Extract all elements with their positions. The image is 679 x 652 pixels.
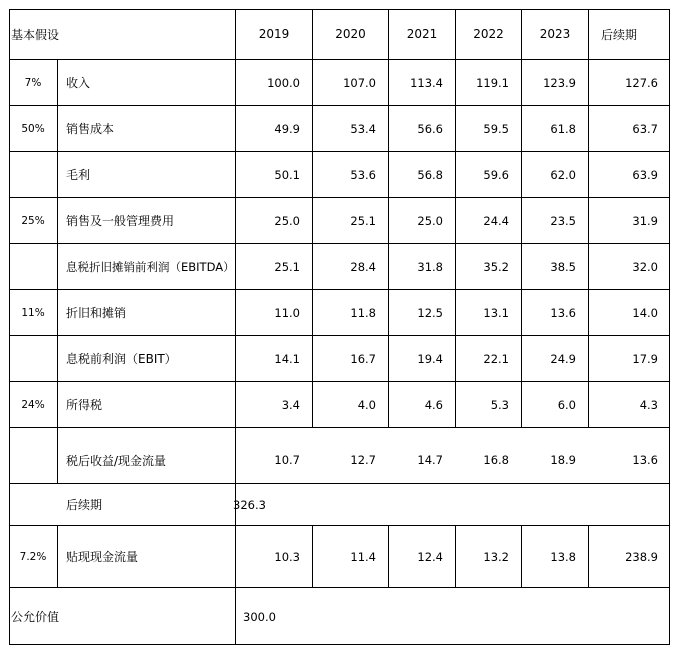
row-label: 税后收益/现金流量 — [66, 454, 167, 468]
row-value: 4.3 — [639, 397, 658, 412]
row-value: 10.7 — [274, 453, 300, 467]
row-value: 11.8 — [350, 305, 376, 320]
discount-value: 12.4 — [417, 549, 443, 564]
row-label: 所得税 — [66, 398, 103, 412]
row-rate — [9, 428, 57, 483]
row-value: 5.3 — [490, 397, 509, 412]
row-value: 63.9 — [632, 167, 658, 182]
row-value: 25.1 — [274, 259, 300, 274]
row-label: 收入 — [66, 76, 91, 90]
row-value: 4.6 — [424, 397, 443, 412]
row-value: 35.2 — [483, 259, 509, 274]
row-value: 31.9 — [632, 213, 658, 228]
row-value: 49.9 — [274, 121, 300, 136]
row-value: 22.1 — [483, 351, 509, 366]
discount-value: 238.9 — [625, 549, 658, 564]
row-rate — [9, 244, 57, 289]
row-value: 123.9 — [543, 75, 576, 90]
row-rate — [9, 152, 57, 197]
row-label: 折旧和摊销 — [66, 306, 127, 320]
row-value: 16.7 — [350, 351, 376, 366]
row-value: 14.7 — [417, 453, 443, 467]
row-rate: 7% — [24, 76, 42, 89]
row-value: 113.4 — [410, 75, 443, 90]
terminal-label: 后续期 — [66, 498, 103, 512]
row-value: 28.4 — [350, 259, 376, 274]
row-value: 25.1 — [350, 213, 376, 228]
row-value: 63.7 — [632, 121, 658, 136]
header-year-2021: 2021 — [406, 27, 438, 41]
row-value: 53.6 — [350, 167, 376, 182]
row-value: 62.0 — [550, 167, 576, 182]
row-value: 59.5 — [483, 121, 509, 136]
header-year-2022: 2022 — [473, 27, 504, 41]
row-value: 19.4 — [417, 351, 443, 366]
row-value: 3.4 — [281, 397, 300, 412]
row-value: 107.0 — [343, 75, 376, 90]
header-year-2019: 2019 — [258, 27, 290, 41]
row-value: 56.8 — [417, 167, 443, 182]
row-value: 16.8 — [483, 453, 509, 467]
row-rate: 50% — [21, 122, 45, 135]
row-value: 14.1 — [274, 351, 300, 366]
row-label: 息税折旧摊销前利润（EBITDA） — [66, 259, 235, 274]
row-value: 12.5 — [417, 305, 443, 320]
row-value: 127.6 — [625, 75, 658, 90]
discount-value: 13.8 — [550, 549, 576, 564]
row-value: 59.6 — [483, 167, 509, 182]
row-value: 32.0 — [632, 259, 658, 274]
header-terminal-period: 后续期 — [601, 27, 638, 42]
row-value: 119.1 — [476, 75, 509, 90]
row-value: 61.8 — [550, 121, 576, 136]
row-rate — [9, 336, 57, 381]
row-value: 50.1 — [274, 167, 300, 182]
row-value: 6.0 — [557, 397, 576, 412]
row-value: 23.5 — [550, 213, 576, 228]
header-year-2023: 2023 — [539, 27, 571, 41]
row-value: 100.0 — [267, 75, 300, 90]
row-value: 25.0 — [274, 213, 300, 228]
row-value: 24.9 — [550, 351, 576, 366]
discount-value: 11.4 — [350, 549, 376, 564]
row-value: 53.4 — [350, 121, 376, 136]
row-value: 56.6 — [417, 121, 443, 136]
row-rate: 25% — [21, 214, 45, 227]
row-value: 13.1 — [483, 305, 509, 320]
row-rate: 24% — [21, 398, 45, 411]
discount-label: 贴现现金流量 — [66, 550, 139, 564]
row-value: 31.8 — [417, 259, 443, 274]
row-value: 17.9 — [632, 351, 658, 366]
row-label: 息税前利润（EBIT） — [66, 352, 177, 366]
row-value: 13.6 — [632, 453, 658, 467]
row-label: 销售及一般管理费用 — [66, 214, 175, 228]
header-year-2020: 2020 — [335, 27, 366, 41]
discount-value: 13.2 — [483, 549, 509, 564]
row-value: 18.9 — [550, 453, 576, 467]
row-value: 4.0 — [357, 397, 376, 412]
row-value: 11.0 — [274, 305, 300, 320]
header-title: 基本假设 — [11, 27, 60, 42]
row-value: 14.0 — [632, 305, 658, 320]
valuation-table — [9, 9, 670, 645]
row-value: 13.6 — [550, 305, 576, 320]
row-label: 毛利 — [66, 168, 91, 182]
row-value: 25.0 — [417, 213, 443, 228]
row-label: 销售成本 — [66, 122, 115, 136]
row-value: 12.7 — [350, 453, 376, 467]
terminal-value: 326.3 — [233, 497, 266, 512]
discount-value: 10.3 — [274, 549, 300, 564]
row-rate: 11% — [21, 306, 45, 319]
discount-rate: 7.2% — [19, 550, 47, 563]
row-value: 38.5 — [550, 259, 576, 274]
fair-value-value: 300.0 — [243, 609, 276, 624]
fair-value-label: 公允价值 — [11, 610, 60, 624]
row-value: 24.4 — [483, 213, 509, 228]
